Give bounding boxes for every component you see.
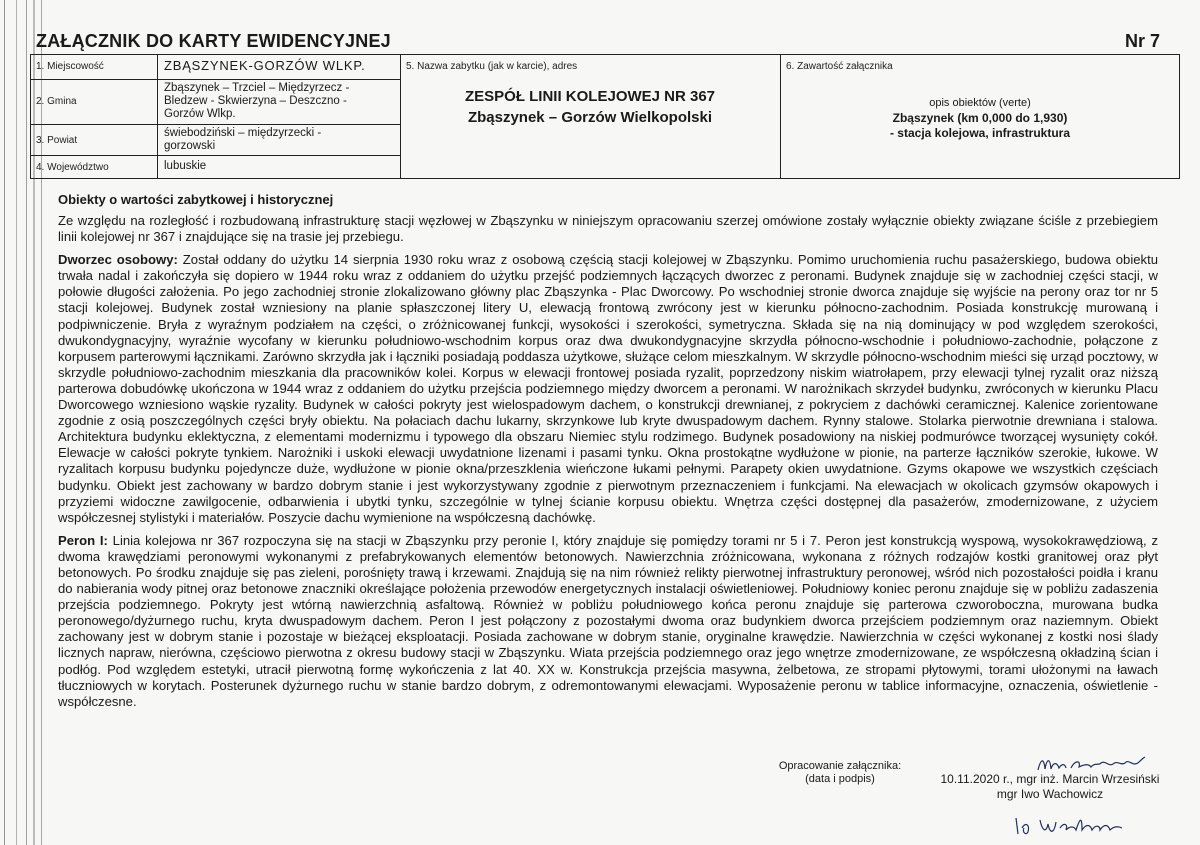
wojewodztwo-value: lubuskie	[164, 160, 207, 172]
powiat-value: świebodziński – międzyrzecki - gorzowski	[164, 127, 322, 152]
prepared-label: Opracowanie załącznika:	[778, 760, 902, 772]
zawartosc-line3: - stacja kolejowa, infrastruktura	[889, 126, 1071, 140]
author-block	[925, 772, 1175, 802]
gmina-value: Zbąszynek – Trzciel – Międzyrzecz - Bledzew - Skwierzyna – Deszczno - Gorzów Wlkp.	[164, 82, 350, 120]
intro-paragraph: Ze względu na rozległość i rozbudowaną infrastrukturę stacji węzłowej w Zbąszynku w niniejszym opracowaniu szerzej omówione zostały wyłącznie obiekty związane ściśle z przebiegiem linii kolejowej nr 367 i znajdujące się na trasie jej przebiegu.	[58, 213, 1158, 245]
peron-heading: Peron I:	[58, 532, 108, 548]
signature-1	[1035, 752, 1150, 776]
form-header	[30, 30, 1180, 52]
dworzec-heading: Dworzec osobowy:	[58, 252, 178, 268]
grid-line	[30, 54, 31, 179]
signature-2	[1010, 810, 1150, 838]
miejscowosc-label: 1. Miejscowość	[36, 61, 104, 72]
nazwa-label: 5. Nazwa zabytku (jak w karcie), adres	[406, 61, 578, 72]
grid-line	[157, 54, 158, 179]
nazwa-line2: Zbąszynek – Gorzów Wielkopolski	[467, 109, 713, 126]
nazwa-line1: ZESPÓŁ LINII KOLEJOWEJ NR 367	[464, 88, 716, 105]
attachment-number: Nr 7	[1124, 31, 1160, 51]
zawartosc-line1: opis obiektów (verte)	[929, 97, 1031, 109]
zawartosc-block	[780, 96, 1180, 141]
nazwa-block	[400, 86, 780, 128]
dworzec-text: Został oddany do użytku 14 sierpnia 1930 roku wraz z osobową częścią stacji kolejowej w Zbąszynku. Pomimo uruchomienia ruchu pasażerskiego, budowa obiektu trwała nadal i zakończyła się dopiero w 1944 roku wraz z oddaniem do użytku przejść podziemnych łączących dworzec z peronami. Budynek znajduje się w zachodniej części stacji, w połowie długości założenia. Po jego zachodniej stronie zlokalizowano główny plac Zbąszynka - Plac Dworcowy. Po wschodniej stronie dworca znajduje się wyjście na perony oraz tor nr 5 stacji kolejowej. Budynek został wzniesiony na planie spłaszczonej litery U, elewacją frontową zwrócony jest w kierunku północno-zachodnim. Posiada konstrukcję murowaną i podpiwniczenie. Bryła z wyraźnym podziałem na części, o zróżnicowanej funkcji, wysokości i szerokości, symetryczna. Składa się na nią dominujący w pod względem szerokości, dwukondygnacyjny, wyraźnie wycofany w kierunku południowo-wschodnim korpus oraz dwa dwukondygnacyjne skrzydła północno-wschodnie i południowo-zachodnie, połączone z korpusem parterowymi łącznikami. Zarówno skrzydła jak i łączniki posiadają poddasza użytkowe, służące celom mieszkalnym. W skrzydle północno-wschodnim mieści się urząd pocztowy, w skrzydle południowo-zachodnim mieszkania dla pracowników kolei. Korpus w elewacji frontowej posiada ryzalit, poprzedzony niskim wiatrołapem, przy elewacji tylnej ryzalit oraz niższą parterowa dobudówkę ukończona w 1944 wraz z oddaniem do użytku przejścia podziemnego między dworcem a peronami. W narożnikach skrzydeł budynku, zwróconych w kierunku Placu Dworcowego wzniesiono wąskie ryzality. Budynek w całości pokryty jest wielospadowym dachem, o konstrukcji drewnianej, z pokryciem z dachówki ceramicznej. Kalenice zorientowane zgodnie z osią poszczególnych części bryły obiektu. Na połaciach dachu lukarny, skrzynkowe lub kryte dwuspadowym dachem. Rynny stalowe. Stolarka pierwotnie drewniana i stalowa. Architektura budynku eklektyczna, z elementami modernizmu i typowego dla obszaru Niemiec stylu rodzimego. Budynek posadowiony na niskiej podmurówce tworzącej wysunięty cokół. Elewacje w całości pokryte tynkiem. Narożniki i uskoki elewacji uwydatnione lizenami i pasami tynku. Okna prostokątne wydłużone w pionie, na parterze łączników szerokie, łukowe. W ryzalitach korpusu budynku pojedyncze duże, wydłużone w pionie okna/przeszklenia wieńczone łukami pełnymi. Parapety okien uwydatnione. Gzyms okapowe we wszystkich częściach budynku. Obiekt jest zachowany w bardzo dobrym stanie i jest wykorzystywany zgodnie z pierwotnym przeznaczeniem i funkcjami. Na elewacjach w okolicach gzymsów okapowych i przyziemi widoczne zawilgocenie, odbarwienia i ubytki tynku, szczególnie w tylnej ścianie korpusu obiektu. Wnętrza części dostępnej dla pasażerów, zmodernizowane, z użyciem współczesnej stylistyki i materiałów. Poszycie dachu wymienione na współczesną dachówkę.	[58, 252, 1158, 525]
gmina-label: 2. Gmina	[36, 96, 77, 107]
scan-artifact-lines	[0, 0, 50, 845]
zawartosc-label: 6. Zawartość załącznika	[786, 61, 893, 72]
date-author: 10.11.2020 r., mgr inż. Marcin Wrzesiński	[940, 772, 1160, 786]
grid-line	[30, 178, 1180, 179]
powiat-label: 3. Powiat	[36, 135, 78, 146]
grid-line	[30, 79, 400, 80]
prepared-block	[760, 760, 920, 786]
grid-line	[30, 155, 400, 156]
document-body	[58, 213, 1158, 717]
form-title: ZAŁĄCZNIK DO KARTY EWIDENCYJNEJ	[36, 31, 391, 51]
section-title: Obiekty o wartości zabytkowej i historycznej	[58, 192, 334, 207]
zawartosc-line2: Zbąszynek (km 0,000 do 1,930)	[892, 111, 1068, 125]
grid-line	[30, 54, 1180, 55]
prepared-sub: (data i podpis)	[805, 773, 875, 785]
wojewodztwo-label: 4. Województwo	[36, 162, 109, 173]
grid-line	[30, 124, 400, 125]
author-2: mgr Iwo Wachowicz	[996, 787, 1104, 801]
peron-text: Linia kolejowa nr 367 rozpoczyna się na stacji w Zbąszynku przy peronie I, który znajduje się pomiędzy torami nr 5 i 7. Peron jest konstrukcją wyspową, wysokokrawędziową, z dwoma krawędziami peronowymi wykonanymi z prefabrykowanych elementów betonowych. Nawierzchnia zróżnicowana, wykonana z różnych rodzajów kostki granitowej oraz płyt betonowych. Po środku znajduje się pas zieleni, porośnięty trawą i krzewami. Znajdują się na nim również relikty pierwotnej infrastruktury peronowej, wśród nich pozostałości poidła i kranu do nabierania wody pitnej oraz betonowe znaczniki określające położenia przewodów energetycznych instalacji oświetleniowej. Południowy koniec peronu znajduje się w pobliżu zadaszenia przejścia podziemnego. Pokryty jest wtórną nawierzchnią asfaltową. Również w pobliżu południowego końca peronu znajduje się parterowa czworoboczna, murowana budka peronowego/dyżurnego ruchu, kryta dwuspadowym dachem. Peron I jest połączony z pozostałymi dwoma oraz budynkiem dworca przejściem podziemnym oraz naziemnym. Obiekt zachowany jest w dobrym stanie i pozostaje w bieżącej eksploatacji. Posiada zachowane w dobrym stanie, oryginalne krawędzie. Nawierzchnia w części wykonanej z kostki nosi ślady licznych napraw, nierówna, częściowo pierwotna z okresu budowy stacji w Zbąszynku. Wiata przejścia podziemnego oraz jego wnętrze zmodernizowane, ze współczesną okładziną ścian i podłóg. Pod względem estetyki, utracił pierwotną formę wykończenia z lat 40. XX w. Konstrukcja przejścia masywna, żelbetowa, ze stropami płytowymi, torami ułożonymi na ławach tłuczniowych w korytach. Posterunek dyżurnego ruchu w stanie bardzo dobrym, z odremontowanymi elewacjami. Wyposażenie peronu w tablice informacyjne, oznaczenia, oświetlenie - współczesne.	[58, 532, 1158, 709]
dworzec-paragraph	[58, 252, 1158, 526]
miejscowosc-value: ZBĄSZYNEK-GORZÓW WLKP.	[164, 58, 366, 73]
peron-paragraph	[58, 533, 1158, 710]
